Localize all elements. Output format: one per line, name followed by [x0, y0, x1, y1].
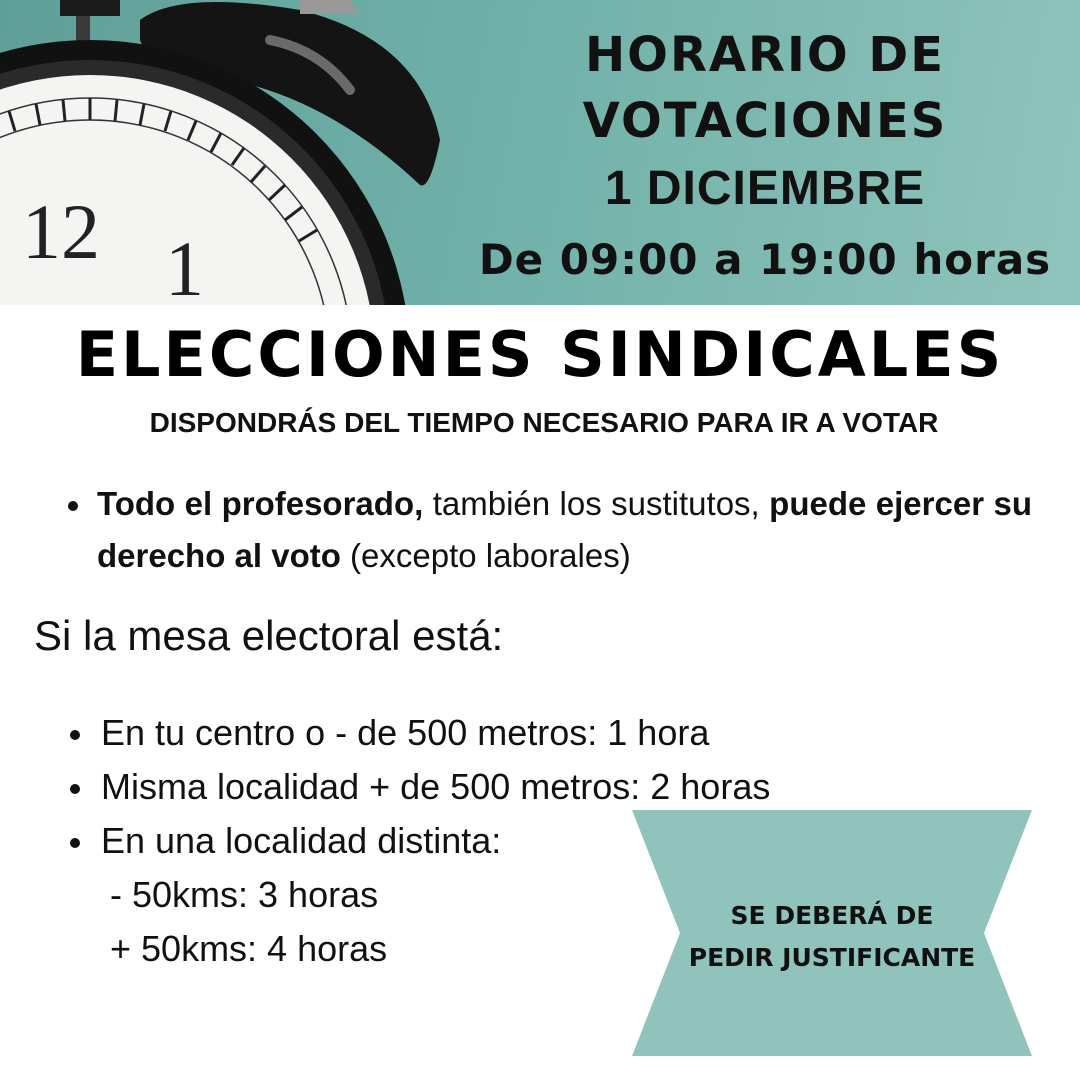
page-subtitle: DISPONDRÁS DEL TIEMPO NECESARIO PARA IR A VOTAR	[149, 407, 939, 438]
bullet-icon	[70, 730, 80, 740]
justificante-note	[632, 895, 1032, 979]
alarm-clock-icon	[0, 0, 470, 305]
ribbon-line-2: PEDIR JUSTIFICANTE	[688, 943, 976, 972]
mesa-heading: Si la mesa electoral está:	[34, 612, 504, 659]
list-item-label: En una localidad distinta:	[101, 820, 502, 861]
header-hours: De 09:00 a 19:00 horas	[478, 235, 1052, 284]
list-item-label: Misma localidad + de 500 metros: 2 horas	[101, 766, 771, 807]
clock-numeral-12: 12	[22, 188, 100, 275]
list-item	[66, 706, 770, 760]
bullet-icon	[68, 501, 78, 511]
eligibility-list	[66, 478, 1032, 582]
list-item	[66, 478, 1032, 582]
sub-item-under-50km: - 50kms: 3 horas	[110, 874, 379, 915]
voting-schedule	[470, 22, 1060, 292]
bullet-icon	[70, 784, 80, 794]
header-banner	[0, 0, 1080, 305]
header-date: 1 DICIEMBRE	[604, 162, 926, 215]
paragraph-bold-2: puede ejercer su derecho al voto	[97, 485, 1032, 574]
clock-numeral-1: 1	[165, 225, 204, 305]
paragraph-text-2: (excepto laborales)	[340, 537, 631, 574]
page-title: ELECCIONES SINDICALES	[75, 318, 1005, 391]
bullet-icon	[70, 838, 80, 848]
list-item	[66, 760, 770, 814]
header-line-1: HORARIO DE	[584, 27, 946, 83]
paragraph-bold-1: Todo el profesorado,	[97, 485, 424, 522]
sub-item-over-50km: + 50kms: 4 horas	[110, 928, 388, 969]
paragraph-text-1: también los sustitutos,	[423, 485, 770, 522]
ribbon-line-1: SE DEBERÁ DE	[730, 901, 934, 930]
header-line-2: VOTACIONES	[582, 93, 948, 149]
list-item-label: En tu centro o - de 500 metros: 1 hora	[101, 712, 710, 753]
